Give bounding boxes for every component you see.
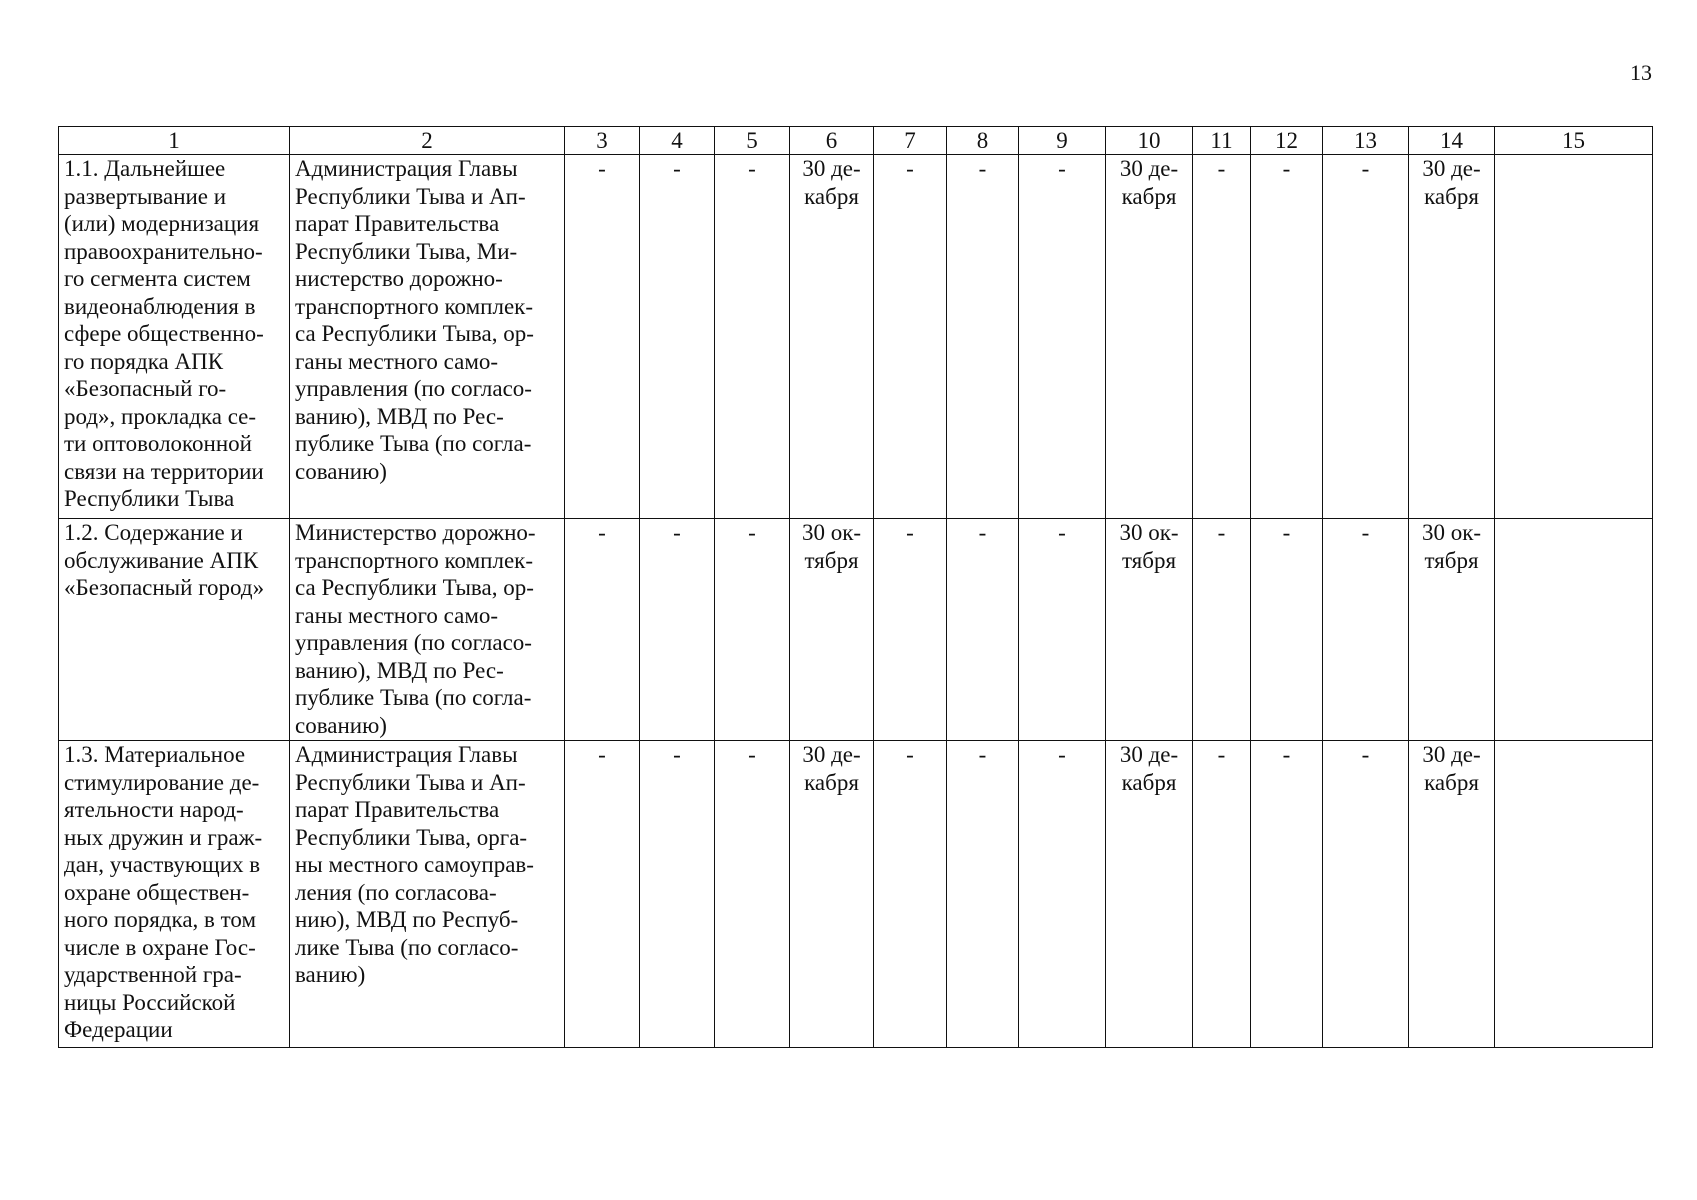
table-cell: - xyxy=(1323,155,1409,519)
table-cell: - xyxy=(640,519,715,741)
table-cell: - xyxy=(715,741,790,1048)
table-cell: - xyxy=(947,741,1019,1048)
table-cell: - xyxy=(1323,741,1409,1048)
responsible-cell: Администрация Главы Республики Тыва и Ап- парат Правительства Республики Тыва, орга- ны местного самоуправ- ления (по согласова- нию), МВД по Респуб- лике Тыва (по согласо- ванию) xyxy=(290,741,565,1048)
table-cell: - xyxy=(565,519,640,741)
date-cell: 30 де- кабря xyxy=(1409,155,1495,519)
date-cell: 30 де- кабря xyxy=(790,155,874,519)
column-header: 2 xyxy=(290,127,565,155)
table-cell: - xyxy=(1019,155,1106,519)
column-header: 7 xyxy=(874,127,947,155)
date-cell: 30 де- кабря xyxy=(1106,155,1193,519)
measure-cell: 1.2. Содержание и обслуживание АПК «Безопасный город» xyxy=(59,519,290,741)
measure-cell: 1.3. Материальное стимулирование де- ятельности народ- ных дружин и граж- дан, участвующих в охране обществен- ного порядка, в том числе в охране Гос- ударственной гра- ницы Российской Федерации xyxy=(59,741,290,1048)
column-header: 14 xyxy=(1409,127,1495,155)
table-cell: - xyxy=(1193,519,1251,741)
table-cell: - xyxy=(1193,155,1251,519)
date-cell: 30 де- кабря xyxy=(1106,741,1193,1048)
column-header: 9 xyxy=(1019,127,1106,155)
column-header: 5 xyxy=(715,127,790,155)
table-cell: - xyxy=(947,155,1019,519)
table-cell: - xyxy=(715,519,790,741)
table-header-row xyxy=(59,127,1653,155)
responsible-cell: Министерство дорожно- транспортного комплек- са Республики Тыва, ор- ганы местного само- управления (по согласо- ванию), МВД по Рес- публике Тыва (по согла- сованию) xyxy=(290,519,565,741)
table-cell: - xyxy=(1019,519,1106,741)
column-header: 8 xyxy=(947,127,1019,155)
table-cell: - xyxy=(1019,741,1106,1048)
date-cell: 30 ок- тября xyxy=(1409,519,1495,741)
column-header: 12 xyxy=(1251,127,1323,155)
page-number: 13 xyxy=(1630,60,1652,85)
date-cell: 30 де- кабря xyxy=(1409,741,1495,1048)
table-cell: - xyxy=(874,519,947,741)
table-cell: - xyxy=(874,155,947,519)
table-cell xyxy=(1495,155,1653,519)
column-header: 3 xyxy=(565,127,640,155)
table-cell: - xyxy=(640,155,715,519)
table-cell: - xyxy=(1251,741,1323,1048)
table-cell: - xyxy=(1193,741,1251,1048)
table-cell: - xyxy=(1251,519,1323,741)
column-header: 4 xyxy=(640,127,715,155)
measure-cell: 1.1. Дальнейшее развертывание и (или) модернизация правоохранительно- го сегмента систем видеонаблюдения в сфере общественно- го порядка АПК «Безопасный го- род», прокладка се- ти оптоволоконной связи на территории Республики Тыва xyxy=(59,155,290,519)
column-header: 13 xyxy=(1323,127,1409,155)
table-cell: - xyxy=(947,519,1019,741)
table-cell xyxy=(1495,519,1653,741)
column-header: 15 xyxy=(1495,127,1653,155)
table-cell: - xyxy=(715,155,790,519)
column-header: 11 xyxy=(1193,127,1251,155)
table-row xyxy=(59,741,1653,1048)
date-cell: 30 ок- тября xyxy=(1106,519,1193,741)
table-cell: - xyxy=(565,155,640,519)
column-header: 10 xyxy=(1106,127,1193,155)
table-cell: - xyxy=(565,741,640,1048)
table-cell: - xyxy=(874,741,947,1048)
table-cell: - xyxy=(1251,155,1323,519)
column-header: 1 xyxy=(59,127,290,155)
schedule-table xyxy=(58,126,1653,1048)
responsible-cell: Администрация Главы Республики Тыва и Ап- парат Правительства Республики Тыва, Ми- нистерство дорожно- транспортного комплек- са Республики Тыва, ор- ганы местного само- управления (по согласо- ванию), МВД по Рес- публике Тыва (по согла- сованию) xyxy=(290,155,565,519)
table-cell: - xyxy=(640,741,715,1048)
date-cell: 30 ок- тября xyxy=(790,519,874,741)
table-cell: - xyxy=(1323,519,1409,741)
table-cell xyxy=(1495,741,1653,1048)
date-cell: 30 де- кабря xyxy=(790,741,874,1048)
column-header: 6 xyxy=(790,127,874,155)
table-row xyxy=(59,155,1653,519)
table-row xyxy=(59,519,1653,741)
